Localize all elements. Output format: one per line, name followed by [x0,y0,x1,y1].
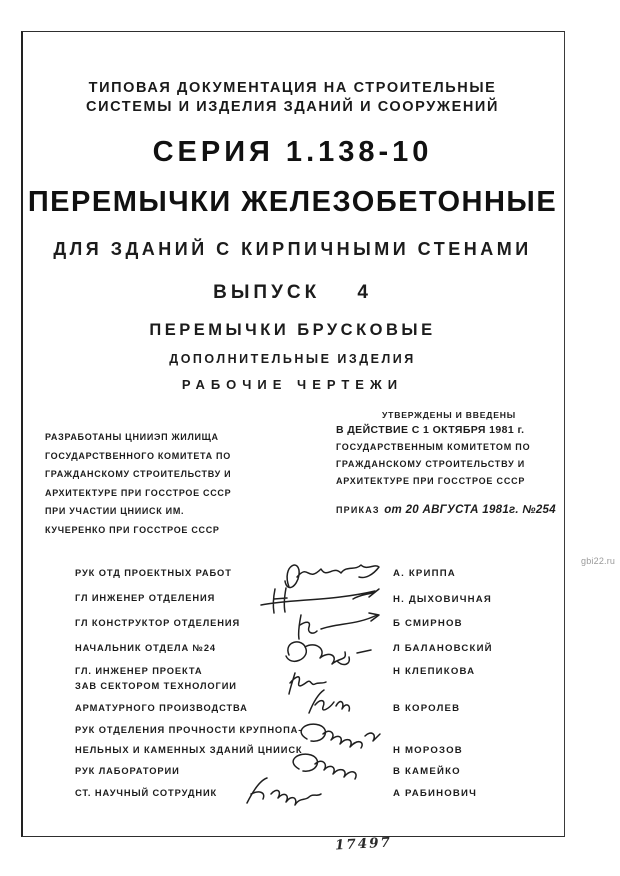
signatory-role: НАЧАЛЬНИК ОТДЕЛА №24 [75,643,216,653]
signature-klepikova [289,673,326,694]
signature-korolev [309,690,349,713]
developed-by-line: КУЧЕРЕНКО ПРИ ГОССТРОЕ СССР [45,524,220,535]
approved-by-line: АРХИТЕКТУРЕ ПРИ ГОССТРОЕ СССР [336,476,526,487]
page-subtitle: ДЛЯ ЗДАНИЙ С КИРПИЧНЫМИ СТЕНАМИ [53,239,532,259]
approved-by-line: В ДЕЙСТВИЕ С 1 ОКТЯБРЯ 1981 г. [336,424,525,436]
signatory-role: РУК ОТД ПРОЕКТНЫХ РАБОТ [75,568,232,578]
signatory-name: В КОРОЛЕВ [393,703,461,714]
order-line [336,500,566,518]
section-title-drawings: РАБОЧИЕ ЧЕРТЕЖИ [181,377,404,392]
signature-balanovsky [286,642,371,665]
approved-by-line: ГОСУДАРСТВЕННЫМ КОМИТЕТОМ ПО [336,442,531,452]
signatory-role: РУК ОТДЕЛЕНИЯ ПРОЧНОСТИ КРУПНОПА- [75,725,303,735]
signatory-name: Н МОРОЗОВ [393,745,463,756]
signature-rabinovich [247,778,321,805]
order-value: от 20 АВГУСТА 1981г. №254 [384,504,556,516]
order-label: ПРИКАЗ [336,505,380,515]
site-watermark: gbi22.ru [581,556,616,566]
developed-by-line: ПРИ УЧАСТИИ ЦНИИСК ИМ. [45,506,185,517]
signatory-name: А. КРИППА [393,568,456,579]
approved-by-block [336,409,562,491]
document-inventory-number: 17497 [334,834,393,854]
doc-header-line1: ТИПОВАЯ ДОКУМЕНТАЦИЯ НА СТРОИТЕЛЬНЫЕ [88,80,497,96]
doc-header-line2: СИСТЕМЫ И ИЗДЕЛИЯ ЗДАНИЙ И СООРУЖЕНИЙ [86,99,499,115]
page-title: ПЕРЕМЫЧКИ ЖЕЛЕЗОБЕТОННЫЕ [27,186,558,218]
approved-by-line: УТВЕРЖДЕНЫ И ВВЕДЕНЫ [382,410,516,420]
signature-morozov [301,724,380,748]
developed-by-line: АРХИТЕКТУРЕ ПРИ ГОССТРОЕ СССР [45,487,232,498]
signatory-role: АРМАТУРНОГО ПРОИЗВОДСТВА [75,703,248,713]
issue-number: ВЫПУСК 4 [213,282,372,303]
signatory-role: ГЛ ИНЖЕНЕР ОТДЕЛЕНИЯ [75,593,216,603]
signatory-role: РУК ЛАБОРАТОРИИ [75,766,180,776]
series-number: СЕРИЯ 1.138-10 [152,136,433,168]
signatures-overlay [233,553,413,813]
signatory-name: Б СМИРНОВ [393,618,463,629]
signatory-name: Л БАЛАНОВСКИЙ [393,643,493,654]
signature-krippa [285,565,379,588]
signatory-role: ГЛ. ИНЖЕНЕР ПРОЕКТА [75,666,203,676]
signature-dyhovichnaya [261,588,379,613]
section-title-additional: ДОПОЛНИТЕЛЬНЫЕ ИЗДЕЛИЯ [169,352,416,366]
signature-kameiko [293,754,356,779]
developed-by-line: ГОСУДАРСТВЕННОГО КОМИТЕТА ПО [45,450,231,461]
signatory-role: СТ. НАУЧНЫЙ СОТРУДНИК [75,788,218,798]
developed-by-line: ГРАЖДАНСКОМУ СТРОИТЕЛЬСТВУ И [45,469,232,480]
signatory-name: Н. ДЫХОВИЧНАЯ [393,594,493,605]
signatory-role: НЕЛЬНЫХ И КАМЕННЫХ ЗДАНИЙ ЦНИИСК [75,745,303,755]
developed-by-block [45,428,300,540]
section-title-lintels: ПЕРЕМЫЧКИ БРУСКОВЫЕ [149,321,436,339]
signatory-name: А РАБИНОВИЧ [393,788,478,799]
developed-by-line: РАЗРАБОТАНЫ ЦНИИЭП ЖИЛИЩА [45,432,219,442]
signatory-name: В КАМЕЙКО [393,766,461,777]
signatory-role: ЗАВ СЕКТОРОМ ТЕХНОЛОГИИ [75,681,237,691]
signatory-name: Н КЛЕПИКОВА [393,666,476,677]
signature-smirnov [299,613,379,639]
approved-by-line: ГРАЖДАНСКОМУ СТРОИТЕЛЬСТВУ И [336,459,526,470]
signatory-role: ГЛ КОНСТРУКТОР ОТДЕЛЕНИЯ [75,618,241,628]
